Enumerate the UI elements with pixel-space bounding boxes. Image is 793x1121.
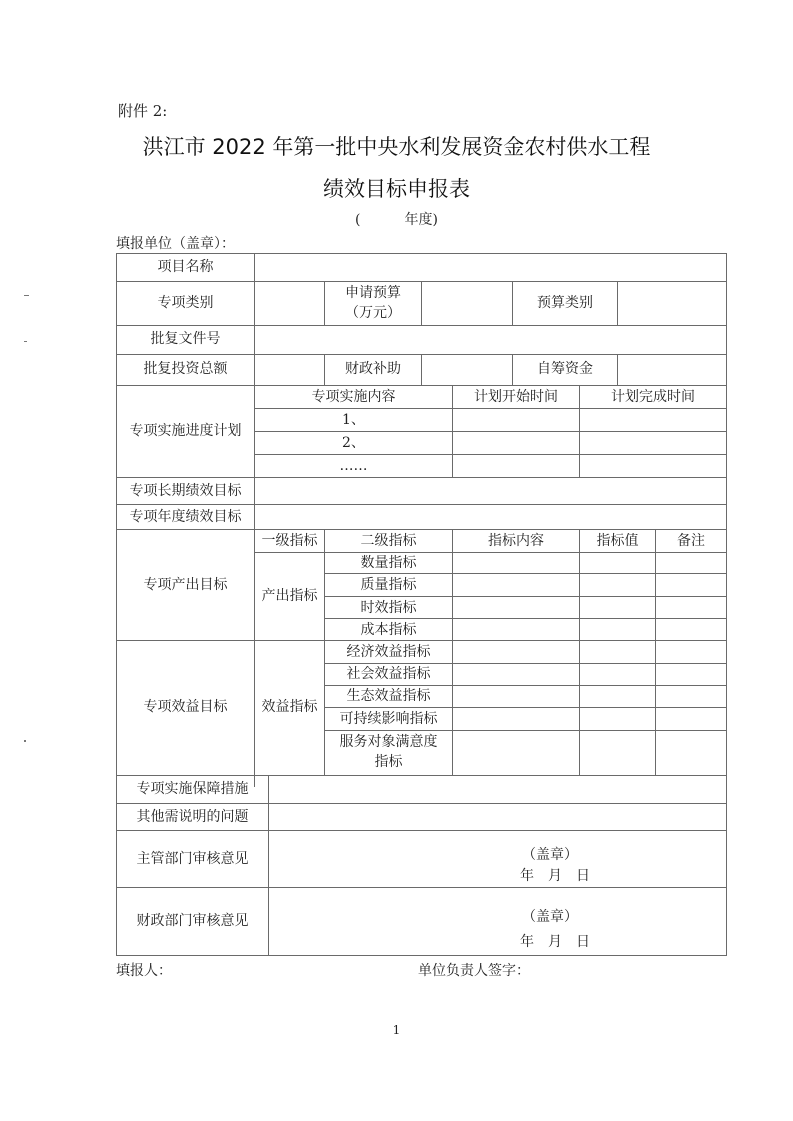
safeguards-label: 专项实施保障措施 xyxy=(136,781,249,797)
project-name-label: 项目名称 xyxy=(157,259,214,275)
budget-request-field[interactable] xyxy=(422,284,512,322)
project-name-field[interactable] xyxy=(255,257,726,277)
approved-investment-label: 批复投资总额 xyxy=(143,361,228,377)
schedule-row-2[interactable]: 2、 xyxy=(342,435,365,451)
header-indicator-value: 指标值 xyxy=(596,533,639,549)
approved-investment-field[interactable] xyxy=(255,357,324,383)
finance-seal: （盖章） xyxy=(522,909,578,925)
quality-indicator: 质量指标 xyxy=(360,577,417,593)
filler-label: 填报人： xyxy=(116,963,172,979)
annual-goal-field[interactable] xyxy=(255,506,726,527)
budget-request-label xyxy=(325,283,421,323)
header-remarks: 备注 xyxy=(677,533,705,549)
budget-category-label: 预算类别 xyxy=(537,295,593,311)
timeliness-indicator: 时效指标 xyxy=(360,600,417,616)
scan-speck xyxy=(24,740,26,742)
special-category-label: 专项类别 xyxy=(157,295,214,311)
approval-doc-no-label: 批复文件号 xyxy=(150,331,221,347)
schedule-section-label: 专项实施进度计划 xyxy=(129,423,242,439)
year-text: 年度) xyxy=(404,212,438,228)
finance-date[interactable]: 年 月 日 xyxy=(520,934,590,950)
budget-request-line2: （万元） xyxy=(345,305,401,321)
satisfaction-indicator xyxy=(325,732,452,772)
output-goal-section-label: 专项产出目标 xyxy=(143,577,228,593)
social-benefit-indicator: 社会效益指标 xyxy=(346,666,431,682)
year-label xyxy=(0,209,793,229)
sustainability-indicator: 可持续影响指标 xyxy=(339,711,438,727)
cost-indicator: 成本指标 xyxy=(360,622,417,638)
approval-doc-no-field[interactable] xyxy=(255,328,726,352)
document-subtitle: 绩效目标申报表 xyxy=(323,177,470,201)
schedule-row-3[interactable]: …… xyxy=(339,458,368,474)
quantity-indicator: 数量指标 xyxy=(360,555,417,571)
supervisor-seal: （盖章） xyxy=(522,847,578,863)
satisfaction-line1: 服务对象满意度 xyxy=(339,734,438,750)
signer-label: 单位负责人签字： xyxy=(418,963,530,979)
long-term-goal-label: 专项长期绩效目标 xyxy=(129,483,242,499)
page-number: 1 xyxy=(392,1023,401,1037)
economic-benefit-indicator: 经济效益指标 xyxy=(346,644,431,660)
scan-speck xyxy=(24,341,27,342)
attachment-label: 附件 2: xyxy=(118,102,168,120)
self-raised-funds-field[interactable] xyxy=(618,357,726,383)
fiscal-subsidy-label: 财政补助 xyxy=(345,361,401,377)
header-indicator-content: 指标内容 xyxy=(488,533,544,549)
benefit-goal-section-label: 专项效益目标 xyxy=(143,699,228,715)
supervisor-review-label: 主管部门审核意见 xyxy=(136,851,249,867)
annual-goal-label: 专项年度绩效目标 xyxy=(129,509,242,525)
header-level1-indicator: 一级指标 xyxy=(261,533,318,549)
output-indicator-label: 产出指标 xyxy=(261,588,318,604)
benefit-indicator-label: 效益指标 xyxy=(261,699,318,715)
ecological-benefit-indicator: 生态效益指标 xyxy=(346,688,431,704)
document-title: 洪江市 2022 年第一批中央水利发展资金农村供水工程 xyxy=(142,135,651,159)
year-open-paren: ( xyxy=(355,212,361,228)
schedule-col-content: 专项实施内容 xyxy=(311,389,396,405)
fiscal-subsidy-field[interactable] xyxy=(422,357,512,383)
long-term-goal-field[interactable] xyxy=(255,480,726,502)
supervisor-date[interactable]: 年 月 日 xyxy=(520,868,590,884)
satisfaction-line2: 指标 xyxy=(374,754,403,770)
other-issues-field[interactable] xyxy=(269,806,726,828)
budget-request-line1: 申请预算 xyxy=(345,285,401,301)
finance-review-label: 财政部门审核意见 xyxy=(136,913,249,929)
header-level2-indicator: 二级指标 xyxy=(360,533,417,549)
schedule-col-start: 计划开始时间 xyxy=(474,389,558,405)
special-category-field[interactable] xyxy=(255,284,324,322)
schedule-row-1[interactable]: 1、 xyxy=(342,412,365,428)
budget-category-field[interactable] xyxy=(618,284,726,322)
safeguards-field[interactable] xyxy=(269,778,726,801)
self-raised-funds-label: 自筹资金 xyxy=(537,361,593,377)
scan-speck xyxy=(24,295,29,296)
other-issues-label: 其他需说明的问题 xyxy=(136,809,249,825)
schedule-col-end: 计划完成时间 xyxy=(611,389,695,405)
reporting-unit-label: 填报单位（盖章）： xyxy=(116,236,235,252)
